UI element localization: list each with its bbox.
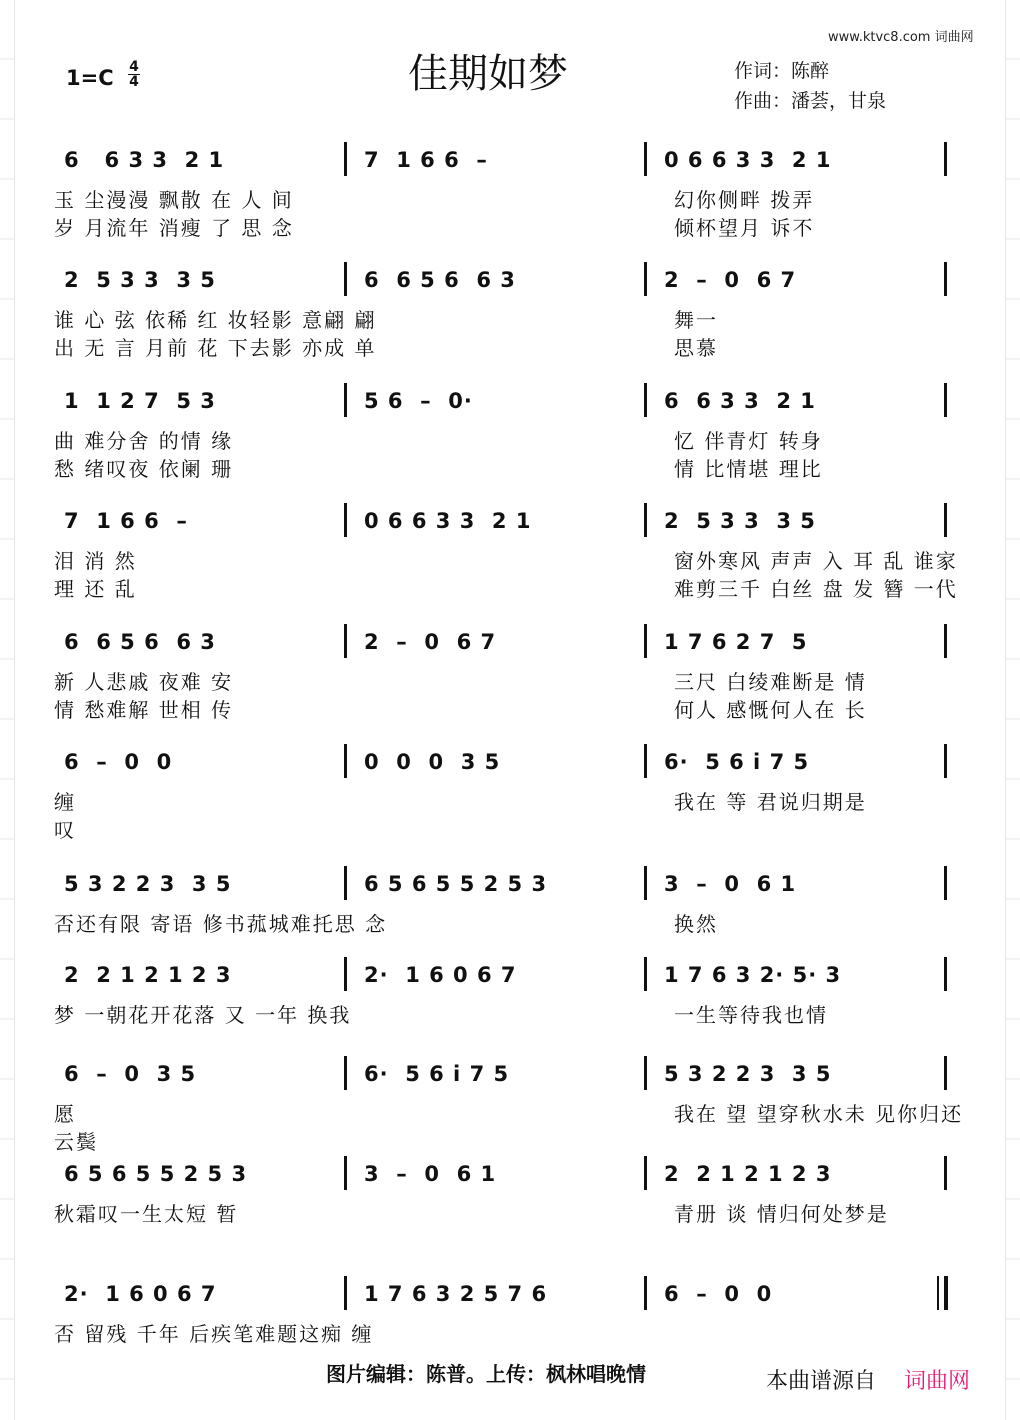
lyric-line xyxy=(54,425,954,451)
lyric-text: 忆 伴青灯 转身 xyxy=(674,429,823,453)
lyric-text: 我在 望 望穿秋水未 见你归还 xyxy=(674,1102,964,1126)
measure-notes: 5 3 2 2 3 3 5 xyxy=(64,872,232,896)
barline xyxy=(344,957,347,991)
lyric-line xyxy=(54,212,954,238)
barline xyxy=(344,866,347,900)
lyric-text: 谁 心 弦 依稀 红 妆轻影 意翩 翩 xyxy=(54,308,377,332)
staff-row xyxy=(56,750,956,790)
source-label: 本曲谱源自 xyxy=(766,1369,877,1394)
measure-notes: 6 – 0 3 5 xyxy=(64,1062,197,1086)
lyric-line xyxy=(54,1198,954,1224)
lyric-line xyxy=(54,304,954,330)
lyric-text: 梦 一朝花开花落 又 一年 换我 xyxy=(54,1003,352,1027)
measure-notes: 5 3 2 2 3 3 5 xyxy=(664,1062,832,1086)
measure-notes: 6· 5 6 i 7 5 xyxy=(364,1062,510,1086)
barline xyxy=(644,1276,647,1310)
lyric-text: 三尺 白绫难断是 情 xyxy=(674,670,867,694)
lyric-line xyxy=(54,453,954,479)
measure-notes: 5 6 – 0· xyxy=(364,389,473,413)
staff-row xyxy=(56,1282,956,1322)
lyric-text: 愁 绪叹夜 依阑 珊 xyxy=(54,457,234,481)
barline xyxy=(944,383,947,417)
barline xyxy=(644,744,647,778)
lyric-text: 思慕 xyxy=(674,336,718,360)
staff-row xyxy=(56,872,956,912)
measure-notes: 2 5 3 3 3 5 xyxy=(664,509,816,533)
staff-row xyxy=(56,509,956,549)
lyric-text: 倾杯望月 诉不 xyxy=(674,216,815,240)
barline xyxy=(944,503,947,537)
barline xyxy=(944,744,947,778)
barline xyxy=(944,142,947,176)
lyric-text: 玉 尘漫漫 飘散 在 人 间 xyxy=(54,188,294,212)
barline xyxy=(644,866,647,900)
measure-notes: 6 6 3 3 2 1 xyxy=(664,389,816,413)
measure-notes: 1 7 6 3 2· 5· 3 xyxy=(664,963,842,987)
barline xyxy=(944,262,947,296)
lyric-line xyxy=(54,908,954,934)
barline xyxy=(344,1056,347,1090)
barline xyxy=(344,142,347,176)
barline xyxy=(644,957,647,991)
barline xyxy=(344,624,347,658)
measure-notes: 6 6 3 3 2 1 xyxy=(64,148,225,172)
lyric-text: 我在 等 君说归期是 xyxy=(674,790,867,814)
lyric-text: 否 留残 千年 后疾笔难题这痴 缠 xyxy=(54,1322,374,1346)
lyric-text: 云鬓 xyxy=(54,1130,98,1154)
lyric-text: 岁 月流年 消瘦 了 思 念 xyxy=(54,216,294,240)
barline xyxy=(344,1276,347,1310)
barline xyxy=(644,1056,647,1090)
measure-notes: 0 6 6 3 3 2 1 xyxy=(664,148,832,172)
lyric-line xyxy=(54,999,954,1025)
lyric-line xyxy=(54,184,954,210)
measure-notes: 2 2 1 2 1 2 3 xyxy=(64,963,232,987)
lyric-text: 否还有限 寄语 修书菰城难托思 念 xyxy=(54,912,388,936)
key-signature: 1=C xyxy=(66,66,114,90)
lyric-line xyxy=(54,1126,954,1152)
measure-notes: 0 0 0 3 5 xyxy=(364,750,501,774)
barline xyxy=(344,262,347,296)
lyric-text: 秋霜叹一生太短 暂 xyxy=(54,1202,239,1226)
lyric-text: 曲 难分舍 的情 缘 xyxy=(54,429,234,453)
measure-notes: 2 5 3 3 3 5 xyxy=(64,268,216,292)
barline xyxy=(944,1156,947,1190)
lyric-text: 换然 xyxy=(674,912,718,936)
left-watermark-strip xyxy=(0,0,15,1420)
right-watermark-strip xyxy=(1005,0,1020,1420)
lyric-line xyxy=(54,694,954,720)
lyric-line xyxy=(54,573,958,601)
measure-notes: 6 – 0 0 xyxy=(664,1282,773,1306)
lyric-text: 情 愁难解 世相 传 xyxy=(54,698,234,722)
lyric-text: 缠 xyxy=(54,790,76,814)
lyric-line xyxy=(54,786,954,812)
measure-notes: 1 1 2 7 5 3 xyxy=(64,389,216,413)
measure-notes: 1 7 6 3 2 5 7 6 xyxy=(364,1282,548,1306)
composer-credit: 作曲：潘荟，甘泉 xyxy=(734,90,887,112)
barline xyxy=(644,624,647,658)
lyric-text: 理 还 乱 xyxy=(54,577,137,601)
staff-row xyxy=(56,148,956,188)
lyric-text: 一生等待我也情 xyxy=(674,1003,828,1027)
lyric-line xyxy=(54,332,954,358)
lyric-line xyxy=(54,1098,964,1126)
measure-notes: 2· 1 6 0 6 7 xyxy=(64,1282,217,1306)
measure-notes: 1 7 6 2 7 5 xyxy=(664,630,808,654)
measure-notes: 6 5 6 5 5 2 5 3 xyxy=(364,872,548,896)
lyric-text: 出 无 言 月前 花 下去影 亦成 单 xyxy=(54,336,377,360)
barline xyxy=(944,1056,947,1090)
lyric-text: 幻你侧畔 拨弄 xyxy=(674,188,815,212)
barline xyxy=(344,503,347,537)
lyric-text: 愿 xyxy=(54,1102,76,1126)
measure-notes: 6· 5 6 i 7 5 xyxy=(664,750,810,774)
measure-notes: 2 – 0 6 7 xyxy=(664,268,797,292)
lyric-text: 青册 谈 情归何处梦是 xyxy=(674,1202,889,1226)
measure-notes: 2 – 0 6 7 xyxy=(364,630,497,654)
measure-notes: 3 – 0 6 1 xyxy=(664,872,797,896)
lyric-text: 情 比情堪 理比 xyxy=(674,457,823,481)
time-signature-top: 4 xyxy=(129,59,139,75)
lyric-line xyxy=(54,666,954,692)
barline xyxy=(344,383,347,417)
measure-notes: 7 1 6 6 – xyxy=(364,148,488,172)
lyric-text: 窗外寒风 声声 入 耳 乱 谁家 xyxy=(674,549,958,573)
staff-row xyxy=(56,1162,956,1202)
barline xyxy=(644,142,647,176)
time-signature-bottom: 4 xyxy=(129,74,139,90)
barline xyxy=(944,957,947,991)
barline xyxy=(644,1156,647,1190)
measure-notes: 3 – 0 6 1 xyxy=(364,1162,497,1186)
lyricist-credit: 作词：陈醉 xyxy=(734,60,830,82)
staff-row xyxy=(56,963,956,1003)
measure-notes: 2· 1 6 0 6 7 xyxy=(364,963,517,987)
barline xyxy=(944,1276,948,1310)
measure-notes: 7 1 6 6 – xyxy=(64,509,188,533)
barline xyxy=(944,624,947,658)
lyric-text: 舞一 xyxy=(674,308,718,332)
lyric-text: 泪 消 然 xyxy=(54,549,137,573)
source-link[interactable]: 词曲网 xyxy=(904,1369,971,1394)
staff-row xyxy=(56,268,956,308)
time-signature xyxy=(128,60,140,89)
measure-notes: 6 – 0 0 xyxy=(64,750,173,774)
barline xyxy=(344,1156,347,1190)
barline xyxy=(344,744,347,778)
site-url[interactable]: www.ktvc8.com 词曲网 xyxy=(828,30,974,45)
lyric-line xyxy=(54,1318,954,1344)
staff-row xyxy=(56,389,956,429)
lyric-line xyxy=(54,814,954,840)
staff-row xyxy=(56,630,956,670)
measure-notes: 6 6 5 6 6 3 xyxy=(364,268,516,292)
barline xyxy=(644,503,647,537)
staff-row xyxy=(56,1062,956,1102)
measure-notes: 2 2 1 2 1 2 3 xyxy=(664,1162,832,1186)
lyric-text: 难剪三千 白丝 盘 发 簪 一代 xyxy=(674,577,958,601)
lyric-line xyxy=(54,545,958,573)
lyric-text: 叹 xyxy=(54,818,76,842)
measure-notes: 6 6 5 6 6 3 xyxy=(64,630,216,654)
measure-notes: 0 6 6 3 3 2 1 xyxy=(364,509,532,533)
barline xyxy=(644,383,647,417)
measure-notes: 6 5 6 5 5 2 5 3 xyxy=(64,1162,248,1186)
footer-credit: 图片编辑：陈普。上传：枫林唱晚情 xyxy=(326,1362,646,1386)
barline xyxy=(944,866,947,900)
lyric-text: 何人 感慨何人在 长 xyxy=(674,698,867,722)
barline xyxy=(644,262,647,296)
lyric-text: 新 人悲戚 夜难 安 xyxy=(54,670,234,694)
song-title: 佳期如梦 xyxy=(408,51,568,97)
